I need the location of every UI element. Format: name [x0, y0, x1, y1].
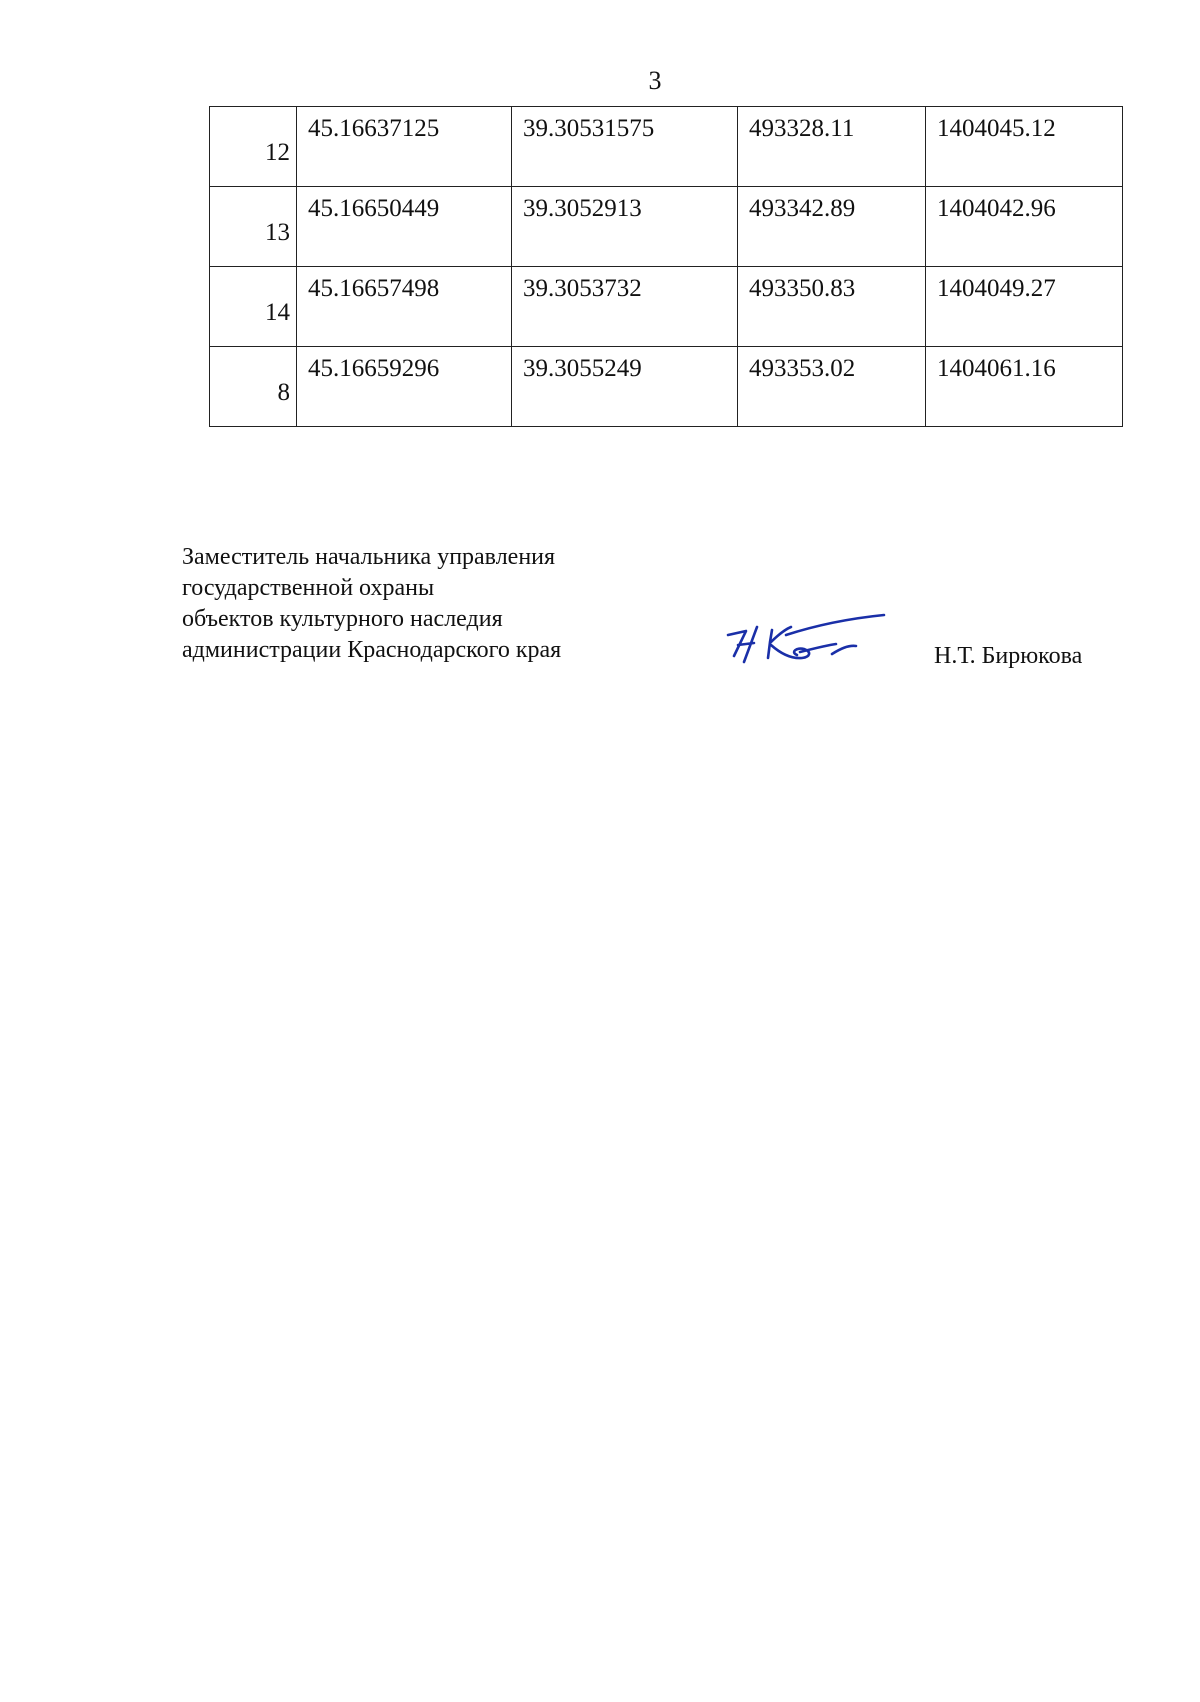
table-cell: 1404049.27	[926, 267, 1123, 347]
signatory-title	[182, 542, 561, 666]
table-cell: 1404061.16	[926, 347, 1123, 427]
table-cell: 39.30531575	[512, 107, 738, 187]
signatory-title-line: Заместитель начальника управления	[182, 544, 556, 570]
handwritten-signature	[724, 612, 896, 674]
point-number: 13	[210, 187, 297, 267]
table-cell: 39.3053732	[512, 267, 738, 347]
table-row	[210, 267, 1123, 347]
table-cell: 45.16657498	[297, 267, 512, 347]
coordinates-table	[209, 106, 1123, 427]
point-number: 12	[210, 107, 297, 187]
signer-name: Н.Т. Бирюкова	[934, 643, 1083, 669]
table-cell: 45.16637125	[297, 107, 512, 187]
table-cell: 45.16659296	[297, 347, 512, 427]
table-cell: 1404042.96	[926, 187, 1123, 267]
table-row	[210, 187, 1123, 267]
table-cell: 1404045.12	[926, 107, 1123, 187]
point-number: 8	[210, 347, 297, 427]
signatory-title-line: государственной охраны	[182, 575, 435, 601]
table-cell: 45.16650449	[297, 187, 512, 267]
table-cell: 39.3055249	[512, 347, 738, 427]
point-number: 14	[210, 267, 297, 347]
table-cell: 493350.83	[738, 267, 926, 347]
table-row	[210, 347, 1123, 427]
table-cell: 493353.02	[738, 347, 926, 427]
table-cell: 493342.89	[738, 187, 926, 267]
table-row	[210, 107, 1123, 187]
table-cell: 493328.11	[738, 107, 926, 187]
page-number: 3	[648, 66, 662, 95]
signatory-title-line: объектов культурного наследия	[182, 606, 503, 632]
table-cell: 39.3052913	[512, 187, 738, 267]
signatory-title-line: администрации Краснодарского края	[182, 637, 562, 663]
